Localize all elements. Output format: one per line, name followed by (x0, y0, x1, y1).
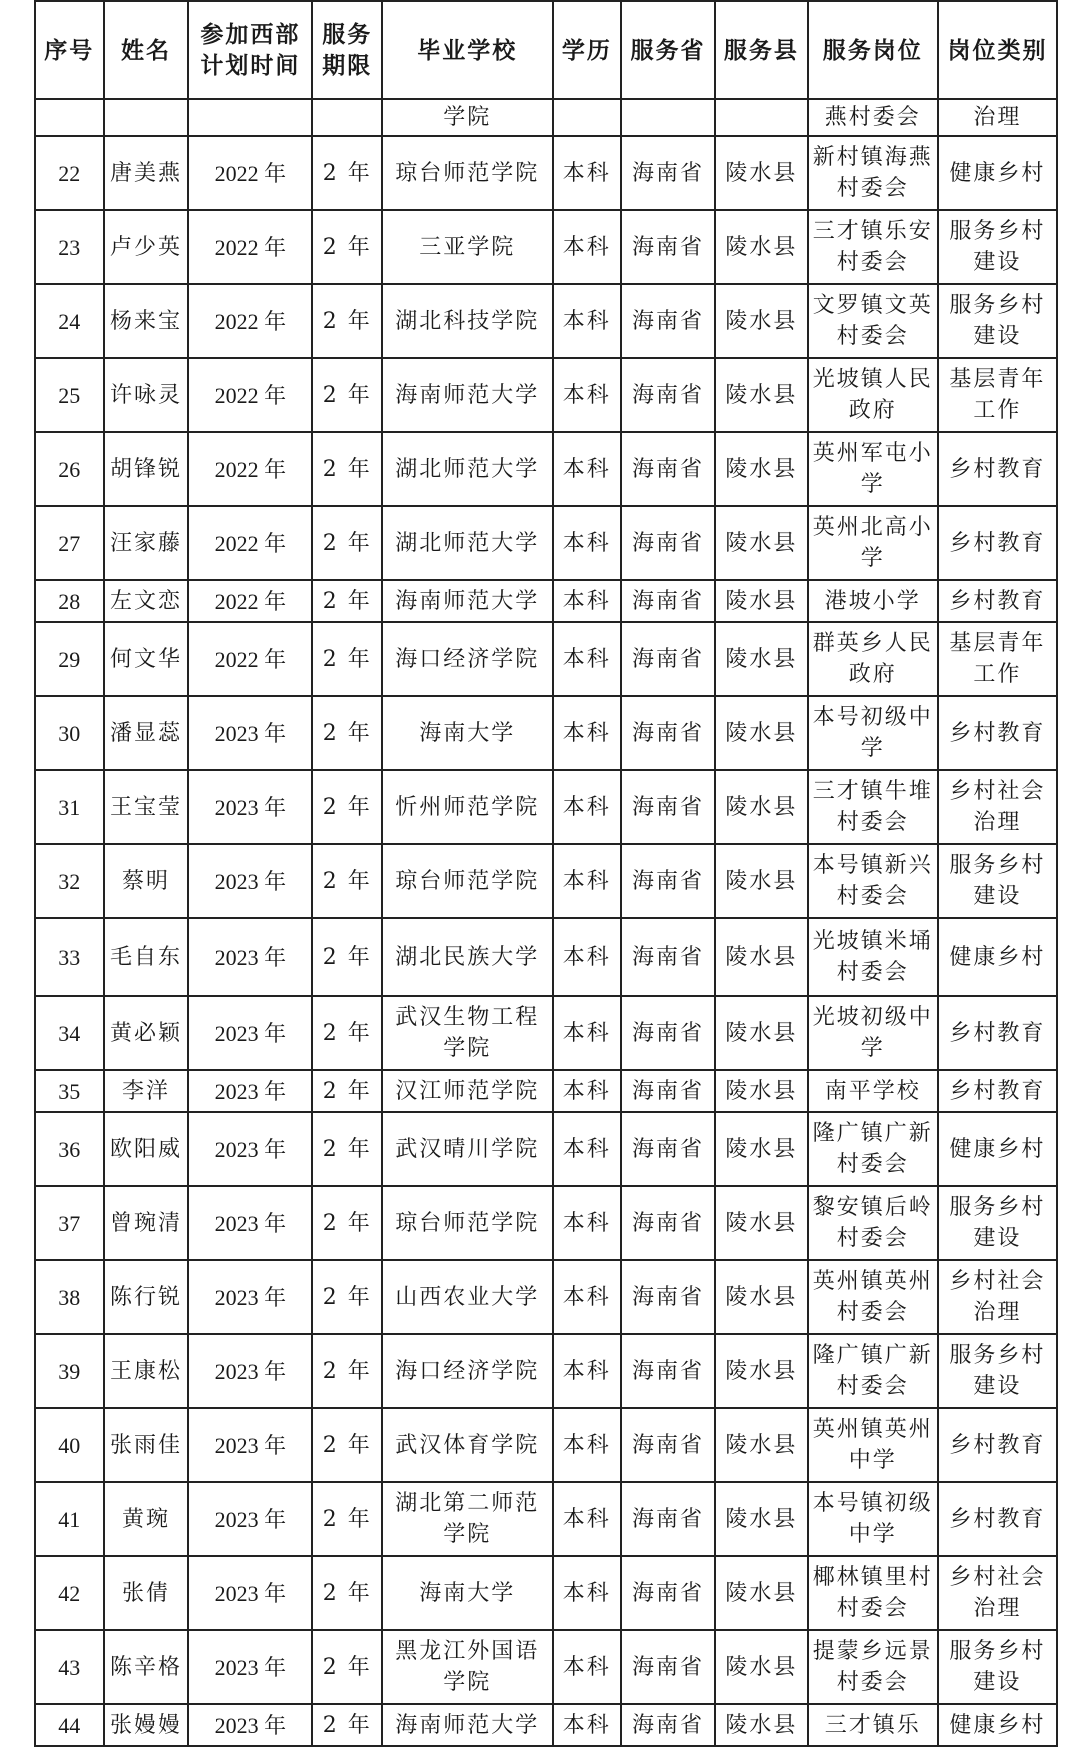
volunteer-roster-table (34, 0, 1058, 1747)
table-row (35, 918, 1057, 996)
cell-school: 海南师范大学 (382, 1704, 553, 1746)
cell-seq: 40 (35, 1408, 104, 1482)
table-row (35, 284, 1057, 358)
cell-school: 三亚学院 (382, 210, 553, 284)
cell-year: 2022 年 (188, 358, 312, 432)
cell-category: 乡村教育 (938, 996, 1057, 1070)
cell-post: 提蒙乡远景村委会 (808, 1630, 938, 1704)
cell-province: 海南省 (621, 1630, 715, 1704)
cell-province: 海南省 (621, 1408, 715, 1482)
cell-post: 英州镇英州村委会 (808, 1260, 938, 1334)
cell-province: 海南省 (621, 1260, 715, 1334)
cell-term: 2 年 (312, 1630, 382, 1704)
cell-post: 英州军屯小学 (808, 432, 938, 506)
header-school: 毕业学校 (382, 1, 553, 99)
cell-county: 陵水县 (715, 1408, 808, 1482)
cell-province: 海南省 (621, 770, 715, 844)
cell-post: 隆广镇广新村委会 (808, 1334, 938, 1408)
cell-category: 基层青年工作 (938, 622, 1057, 696)
cell-edu: 本科 (553, 1408, 622, 1482)
continued-row (35, 99, 1057, 136)
cell-post: 椰林镇里村村委会 (808, 1556, 938, 1630)
cell-province: 海南省 (621, 136, 715, 210)
cell-post: 英州镇英州中学 (808, 1408, 938, 1482)
cell-edu: 本科 (553, 1630, 622, 1704)
table-row (35, 210, 1057, 284)
cell-province: 海南省 (621, 1186, 715, 1260)
cell-year: 2023 年 (188, 1112, 312, 1186)
cell-edu: 本科 (553, 580, 622, 622)
cell-name: 王宝莹 (104, 770, 189, 844)
cell-seq: 37 (35, 1186, 104, 1260)
cell-name: 曾琬清 (104, 1186, 189, 1260)
cell-term: 2 年 (312, 358, 382, 432)
cell-post: 英州北高小学 (808, 506, 938, 580)
cell-post: 文罗镇文英村委会 (808, 284, 938, 358)
cell-post: 本号初级中学 (808, 696, 938, 770)
cell-seq: 34 (35, 996, 104, 1070)
cell-edu: 本科 (553, 770, 622, 844)
cell-name (104, 99, 189, 136)
cell-edu: 本科 (553, 284, 622, 358)
cell-name: 许咏灵 (104, 358, 189, 432)
cell-county: 陵水县 (715, 770, 808, 844)
table-row (35, 622, 1057, 696)
cell-seq: 31 (35, 770, 104, 844)
cell-school: 海口经济学院 (382, 622, 553, 696)
cell-name: 何文华 (104, 622, 189, 696)
cell-post: 三才镇乐 (808, 1704, 938, 1746)
cell-edu: 本科 (553, 696, 622, 770)
cell-name: 李洋 (104, 1070, 189, 1112)
table-body (35, 99, 1057, 1746)
cell-category: 服务乡村建设 (938, 1186, 1057, 1260)
table-row (35, 696, 1057, 770)
cell-seq: 24 (35, 284, 104, 358)
cell-edu: 本科 (553, 844, 622, 918)
header-category: 岗位类别 (938, 1, 1057, 99)
cell-province: 海南省 (621, 918, 715, 996)
cell-seq: 39 (35, 1334, 104, 1408)
cell-category: 乡村教育 (938, 506, 1057, 580)
cell-edu: 本科 (553, 1112, 622, 1186)
table-row (35, 506, 1057, 580)
cell-county: 陵水县 (715, 136, 808, 210)
cell-edu: 本科 (553, 1334, 622, 1408)
cell-category: 乡村社会治理 (938, 1260, 1057, 1334)
cell-post: 南平学校 (808, 1070, 938, 1112)
cell-term: 2 年 (312, 1260, 382, 1334)
cell-province: 海南省 (621, 1556, 715, 1630)
cell-school: 武汉生物工程学院 (382, 996, 553, 1070)
cell-county: 陵水县 (715, 580, 808, 622)
table-row (35, 358, 1057, 432)
cell-year: 2023 年 (188, 844, 312, 918)
cell-term: 2 年 (312, 996, 382, 1070)
cell-school: 武汉晴川学院 (382, 1112, 553, 1186)
cell-school: 海南大学 (382, 1556, 553, 1630)
cell-name: 张雨佳 (104, 1408, 189, 1482)
cell-province: 海南省 (621, 1070, 715, 1112)
cell-term: 2 年 (312, 622, 382, 696)
cell-post: 本号镇初级中学 (808, 1482, 938, 1556)
table-row (35, 432, 1057, 506)
cell-category: 健康乡村 (938, 136, 1057, 210)
cell-term: 2 年 (312, 770, 382, 844)
cell-name: 潘显蕊 (104, 696, 189, 770)
cell-seq: 30 (35, 696, 104, 770)
cell-edu: 本科 (553, 1556, 622, 1630)
cell-county: 陵水县 (715, 622, 808, 696)
cell-county: 陵水县 (715, 1260, 808, 1334)
cell-province: 海南省 (621, 1334, 715, 1408)
header-row (35, 1, 1057, 99)
cell-year: 2023 年 (188, 1704, 312, 1746)
cell-province: 海南省 (621, 1112, 715, 1186)
cell-school: 湖北民族大学 (382, 918, 553, 996)
cell-name: 左文恋 (104, 580, 189, 622)
cell-year: 2023 年 (188, 1260, 312, 1334)
cell-province: 海南省 (621, 1482, 715, 1556)
cell-province: 海南省 (621, 358, 715, 432)
cell-edu: 本科 (553, 918, 622, 996)
cell-edu: 本科 (553, 506, 622, 580)
cell-province: 海南省 (621, 844, 715, 918)
cell-term: 2 年 (312, 1482, 382, 1556)
cell-term: 2 年 (312, 1704, 382, 1746)
cell-name: 蔡明 (104, 844, 189, 918)
cell-term: 2 年 (312, 432, 382, 506)
cell-category: 乡村教育 (938, 1408, 1057, 1482)
cell-term: 2 年 (312, 1112, 382, 1186)
cell-school: 湖北师范大学 (382, 506, 553, 580)
cell-county: 陵水县 (715, 844, 808, 918)
cell-school: 汉江师范学院 (382, 1070, 553, 1112)
cell-county: 陵水县 (715, 284, 808, 358)
cell-category: 乡村社会治理 (938, 1556, 1057, 1630)
table-row (35, 1556, 1057, 1630)
cell-term: 2 年 (312, 506, 382, 580)
cell-name: 杨来宝 (104, 284, 189, 358)
cell-county: 陵水县 (715, 506, 808, 580)
cell-school: 海南师范大学 (382, 580, 553, 622)
cell-edu: 本科 (553, 1260, 622, 1334)
cell-term: 2 年 (312, 136, 382, 210)
cell-category: 健康乡村 (938, 1704, 1057, 1746)
cell-name: 卢少英 (104, 210, 189, 284)
cell-post: 燕村委会 (808, 99, 938, 136)
cell-county: 陵水县 (715, 918, 808, 996)
cell-post: 黎安镇后岭村委会 (808, 1186, 938, 1260)
cell-seq: 38 (35, 1260, 104, 1334)
cell-seq: 27 (35, 506, 104, 580)
cell-name: 张倩 (104, 1556, 189, 1630)
cell-seq: 44 (35, 1704, 104, 1746)
table-row (35, 1112, 1057, 1186)
cell-year: 2022 年 (188, 580, 312, 622)
header-term: 服务期限 (312, 1, 382, 99)
table-row (35, 1260, 1057, 1334)
cell-province (621, 99, 715, 136)
cell-edu: 本科 (553, 432, 622, 506)
cell-year: 2023 年 (188, 696, 312, 770)
cell-name: 陈行锐 (104, 1260, 189, 1334)
cell-category: 乡村教育 (938, 696, 1057, 770)
cell-term: 2 年 (312, 1334, 382, 1408)
cell-category: 乡村社会治理 (938, 770, 1057, 844)
cell-province: 海南省 (621, 580, 715, 622)
cell-post: 三才镇乐安村委会 (808, 210, 938, 284)
header-year: 参加西部计划时间 (188, 1, 312, 99)
cell-county: 陵水县 (715, 1112, 808, 1186)
cell-edu: 本科 (553, 1704, 622, 1746)
cell-year: 2023 年 (188, 1334, 312, 1408)
cell-school: 忻州师范学院 (382, 770, 553, 844)
cell-name: 胡锋锐 (104, 432, 189, 506)
cell-term: 2 年 (312, 1408, 382, 1482)
cell-county: 陵水县 (715, 1334, 808, 1408)
cell-school: 海口经济学院 (382, 1334, 553, 1408)
cell-post: 光坡镇米埇村委会 (808, 918, 938, 996)
cell-year: 2023 年 (188, 996, 312, 1070)
cell-seq: 43 (35, 1630, 104, 1704)
cell-term: 2 年 (312, 580, 382, 622)
cell-seq (35, 99, 104, 136)
cell-province: 海南省 (621, 996, 715, 1070)
cell-county: 陵水县 (715, 996, 808, 1070)
cell-year: 2022 年 (188, 210, 312, 284)
cell-county: 陵水县 (715, 358, 808, 432)
cell-category: 服务乡村建设 (938, 844, 1057, 918)
table-row (35, 1186, 1057, 1260)
cell-school: 琼台师范学院 (382, 1186, 553, 1260)
cell-seq: 41 (35, 1482, 104, 1556)
cell-term: 2 年 (312, 696, 382, 770)
table-row (35, 136, 1057, 210)
cell-edu: 本科 (553, 996, 622, 1070)
cell-category: 乡村教育 (938, 1482, 1057, 1556)
header-province: 服务省 (621, 1, 715, 99)
cell-year: 2023 年 (188, 1556, 312, 1630)
header-seq: 序号 (35, 1, 104, 99)
cell-category: 服务乡村建设 (938, 210, 1057, 284)
table-row (35, 580, 1057, 622)
cell-year: 2022 年 (188, 506, 312, 580)
cell-name: 毛自东 (104, 918, 189, 996)
cell-category: 乡村教育 (938, 1070, 1057, 1112)
cell-seq: 35 (35, 1070, 104, 1112)
table-row (35, 1482, 1057, 1556)
table-row (35, 844, 1057, 918)
cell-county: 陵水县 (715, 432, 808, 506)
header-name: 姓名 (104, 1, 189, 99)
cell-term: 2 年 (312, 844, 382, 918)
cell-school: 海南师范大学 (382, 358, 553, 432)
cell-county: 陵水县 (715, 1556, 808, 1630)
cell-post: 新村镇海燕村委会 (808, 136, 938, 210)
cell-school: 湖北第二师范学院 (382, 1482, 553, 1556)
cell-school: 海南大学 (382, 696, 553, 770)
cell-post: 光坡初级中学 (808, 996, 938, 1070)
cell-edu: 本科 (553, 1070, 622, 1112)
cell-seq: 36 (35, 1112, 104, 1186)
header-county: 服务县 (715, 1, 808, 99)
cell-county: 陵水县 (715, 1704, 808, 1746)
table-row (35, 1334, 1057, 1408)
cell-name: 汪家藤 (104, 506, 189, 580)
cell-year: 2022 年 (188, 622, 312, 696)
cell-province: 海南省 (621, 432, 715, 506)
cell-post: 光坡镇人民政府 (808, 358, 938, 432)
cell-county: 陵水县 (715, 1186, 808, 1260)
cell-name: 欧阳威 (104, 1112, 189, 1186)
cell-school: 黑龙江外国语学院 (382, 1630, 553, 1704)
cell-province: 海南省 (621, 506, 715, 580)
cell-term: 2 年 (312, 210, 382, 284)
cell-province: 海南省 (621, 1704, 715, 1746)
cell-category: 乡村教育 (938, 432, 1057, 506)
cell-post: 群英乡人民政府 (808, 622, 938, 696)
cell-edu: 本科 (553, 210, 622, 284)
cell-school: 山西农业大学 (382, 1260, 553, 1334)
cell-seq: 26 (35, 432, 104, 506)
cell-province: 海南省 (621, 210, 715, 284)
header-post: 服务岗位 (808, 1, 938, 99)
cell-school: 湖北科技学院 (382, 284, 553, 358)
cell-school: 武汉体育学院 (382, 1408, 553, 1482)
cell-county: 陵水县 (715, 696, 808, 770)
cell-county: 陵水县 (715, 1630, 808, 1704)
table-row (35, 770, 1057, 844)
cell-seq: 23 (35, 210, 104, 284)
cell-category: 健康乡村 (938, 918, 1057, 996)
cell-term: 2 年 (312, 1186, 382, 1260)
cell-post: 三才镇牛堆村委会 (808, 770, 938, 844)
cell-seq: 22 (35, 136, 104, 210)
table-row (35, 1630, 1057, 1704)
cell-county: 陵水县 (715, 210, 808, 284)
cell-school: 湖北师范大学 (382, 432, 553, 506)
table-row (35, 1704, 1057, 1746)
cell-category: 服务乡村建设 (938, 1630, 1057, 1704)
cell-seq: 25 (35, 358, 104, 432)
cell-year: 2023 年 (188, 1630, 312, 1704)
cell-name: 黄必颖 (104, 996, 189, 1070)
table-row (35, 1408, 1057, 1482)
cell-year: 2023 年 (188, 1482, 312, 1556)
cell-category: 乡村教育 (938, 580, 1057, 622)
cell-post: 隆广镇广新村委会 (808, 1112, 938, 1186)
cell-category: 健康乡村 (938, 1112, 1057, 1186)
cell-school: 琼台师范学院 (382, 136, 553, 210)
cell-name: 陈辛格 (104, 1630, 189, 1704)
cell-name: 黄琬 (104, 1482, 189, 1556)
cell-term: 2 年 (312, 918, 382, 996)
cell-post: 港坡小学 (808, 580, 938, 622)
cell-term: 2 年 (312, 1556, 382, 1630)
cell-name: 张嫚嫚 (104, 1704, 189, 1746)
cell-province: 海南省 (621, 696, 715, 770)
cell-province: 海南省 (621, 284, 715, 358)
cell-year: 2022 年 (188, 136, 312, 210)
cell-category: 服务乡村建设 (938, 284, 1057, 358)
cell-term (312, 99, 382, 136)
cell-edu: 本科 (553, 358, 622, 432)
cell-school: 学院 (382, 99, 553, 136)
cell-county: 陵水县 (715, 1070, 808, 1112)
cell-county: 陵水县 (715, 1482, 808, 1556)
cell-name: 唐美燕 (104, 136, 189, 210)
cell-year: 2023 年 (188, 918, 312, 996)
cell-edu: 本科 (553, 1186, 622, 1260)
cell-school: 琼台师范学院 (382, 844, 553, 918)
cell-county (715, 99, 808, 136)
cell-seq: 33 (35, 918, 104, 996)
cell-category: 治理 (938, 99, 1057, 136)
cell-edu: 本科 (553, 136, 622, 210)
cell-seq: 29 (35, 622, 104, 696)
cell-year (188, 99, 312, 136)
cell-year: 2022 年 (188, 284, 312, 358)
cell-edu (553, 99, 622, 136)
cell-category: 基层青年工作 (938, 358, 1057, 432)
table-row (35, 1070, 1057, 1112)
cell-year: 2023 年 (188, 1070, 312, 1112)
cell-edu: 本科 (553, 622, 622, 696)
cell-post: 本号镇新兴村委会 (808, 844, 938, 918)
cell-year: 2023 年 (188, 1186, 312, 1260)
cell-name: 王康松 (104, 1334, 189, 1408)
cell-category: 服务乡村建设 (938, 1334, 1057, 1408)
cell-edu: 本科 (553, 1482, 622, 1556)
table-row (35, 996, 1057, 1070)
cell-seq: 28 (35, 580, 104, 622)
cell-year: 2023 年 (188, 770, 312, 844)
cell-year: 2022 年 (188, 432, 312, 506)
cell-seq: 42 (35, 1556, 104, 1630)
cell-term: 2 年 (312, 284, 382, 358)
cell-year: 2023 年 (188, 1408, 312, 1482)
cell-term: 2 年 (312, 1070, 382, 1112)
cell-province: 海南省 (621, 622, 715, 696)
header-edu: 学历 (553, 1, 622, 99)
cell-seq: 32 (35, 844, 104, 918)
